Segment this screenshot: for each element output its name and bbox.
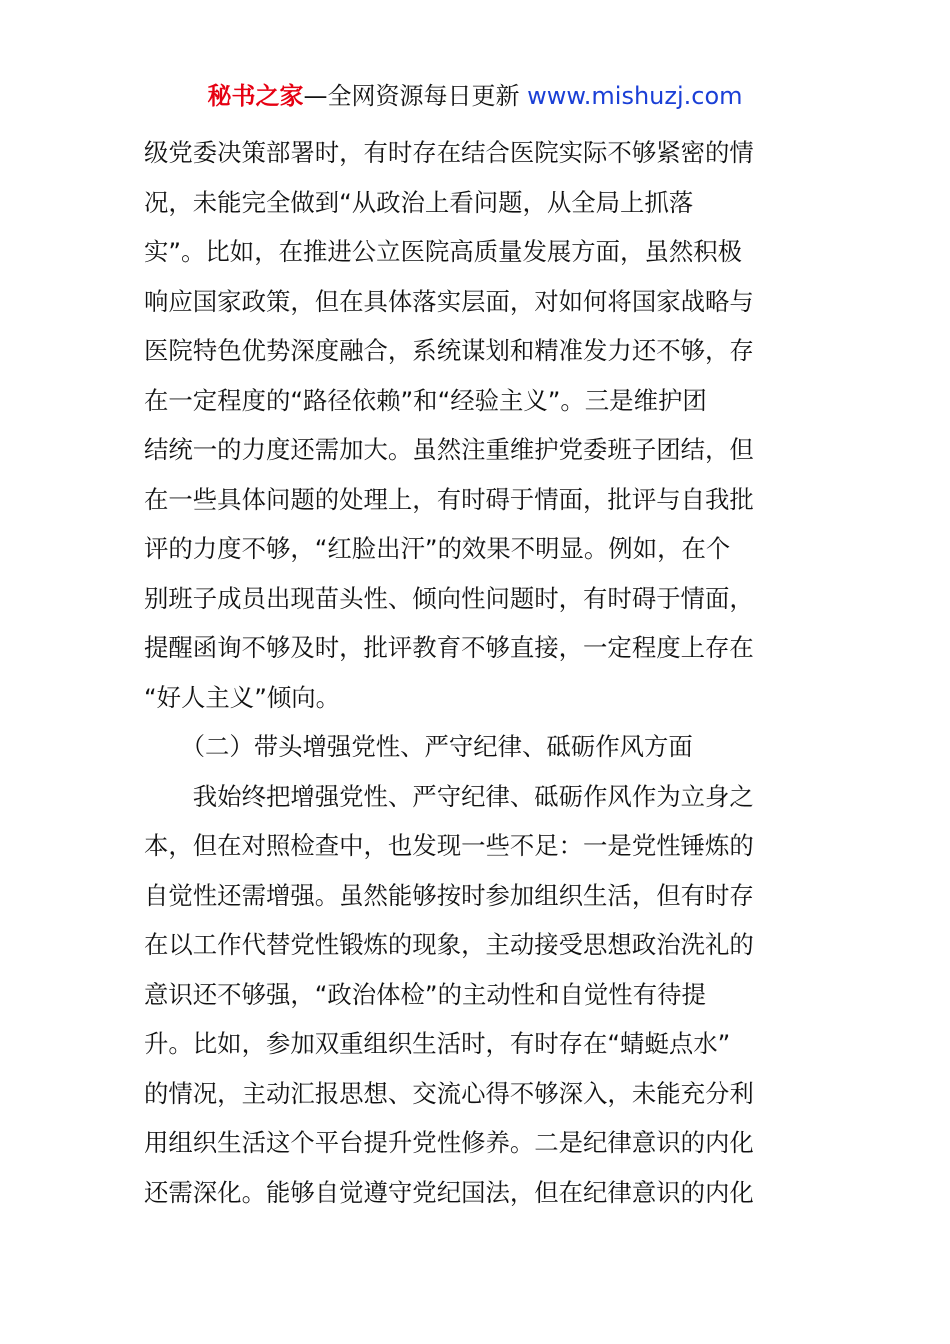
brand-name: 秘书之家 [207,82,304,110]
text-line: 评的力度不够，“红脸出汗”的效果不明显。例如，在个 [144,534,731,563]
text-line: 的情况，主动汇报思想、交流心得不够深入，未能充分利 [144,1078,754,1108]
text-line: “好人主义”倾向。 [144,682,341,712]
text-line: 结统一的力度还需加大。虽然注重维护党委班子团结，但 [144,435,754,464]
text-line: 提醒函询不够及时，批评教育不够直接，一定程度上存在 [144,633,754,662]
document-body [144,128,824,1217]
section-heading: （二）带头增强党性、严守纪律、砥砺作风方面 [144,732,693,761]
text-line: 用组织生活这个平台提升党性修养。二是纪律意识的内化 [144,1128,754,1157]
text-line: 我始终把增强党性、严守纪律、砥砺作风作为立身之 [144,781,754,811]
header-url: www.mishuzj.com [527,82,743,110]
text-line: 自觉性还需增强。虽然能够按时参加组织生活，但有时存 [144,880,754,910]
page-header [0,80,950,112]
text-line: 升。比如，参加双重组织生活时，有时存在“蜻蜓点水” [144,1029,731,1058]
header-tagline: —全网资源每日更新 [303,82,520,110]
text-line: 意识还不够强，“政治体检”的主动性和自觉性有待提 [144,979,706,1009]
text-line: 级党委决策部署时，有时存在结合医院实际不够紧密的情 [144,138,754,167]
text-line: 在以工作代替党性锻炼的现象，主动接受思想政治洗礼的 [144,930,754,959]
text-line: 况，未能完全做到“从政治上看问题，从全局上抓落 [144,187,694,217]
text-line: 响应国家政策，但在具体落实层面，对如何将国家战略与 [144,286,754,316]
text-line: 医院特色优势深度融合，系统谋划和精准发力还不够，存 [144,336,754,365]
text-line: 实”。比如，在推进公立医院高质量发展方面，虽然积极 [144,237,743,266]
text-line: 别班子成员出现苗头性、倾向性问题时，有时碍于情面， [144,583,754,613]
text-line: 在一些具体问题的处理上，有时碍于情面，批评与自我批 [144,484,754,514]
text-line: 在一定程度的“路径依赖”和“经验主义”。三是维护团 [144,385,707,415]
text-line: 还需深化。能够自觉遵守党纪国法，但在纪律意识的内化 [144,1177,754,1207]
text-line: 本，但在对照检查中，也发现一些不足：一是党性锤炼的 [144,831,754,860]
